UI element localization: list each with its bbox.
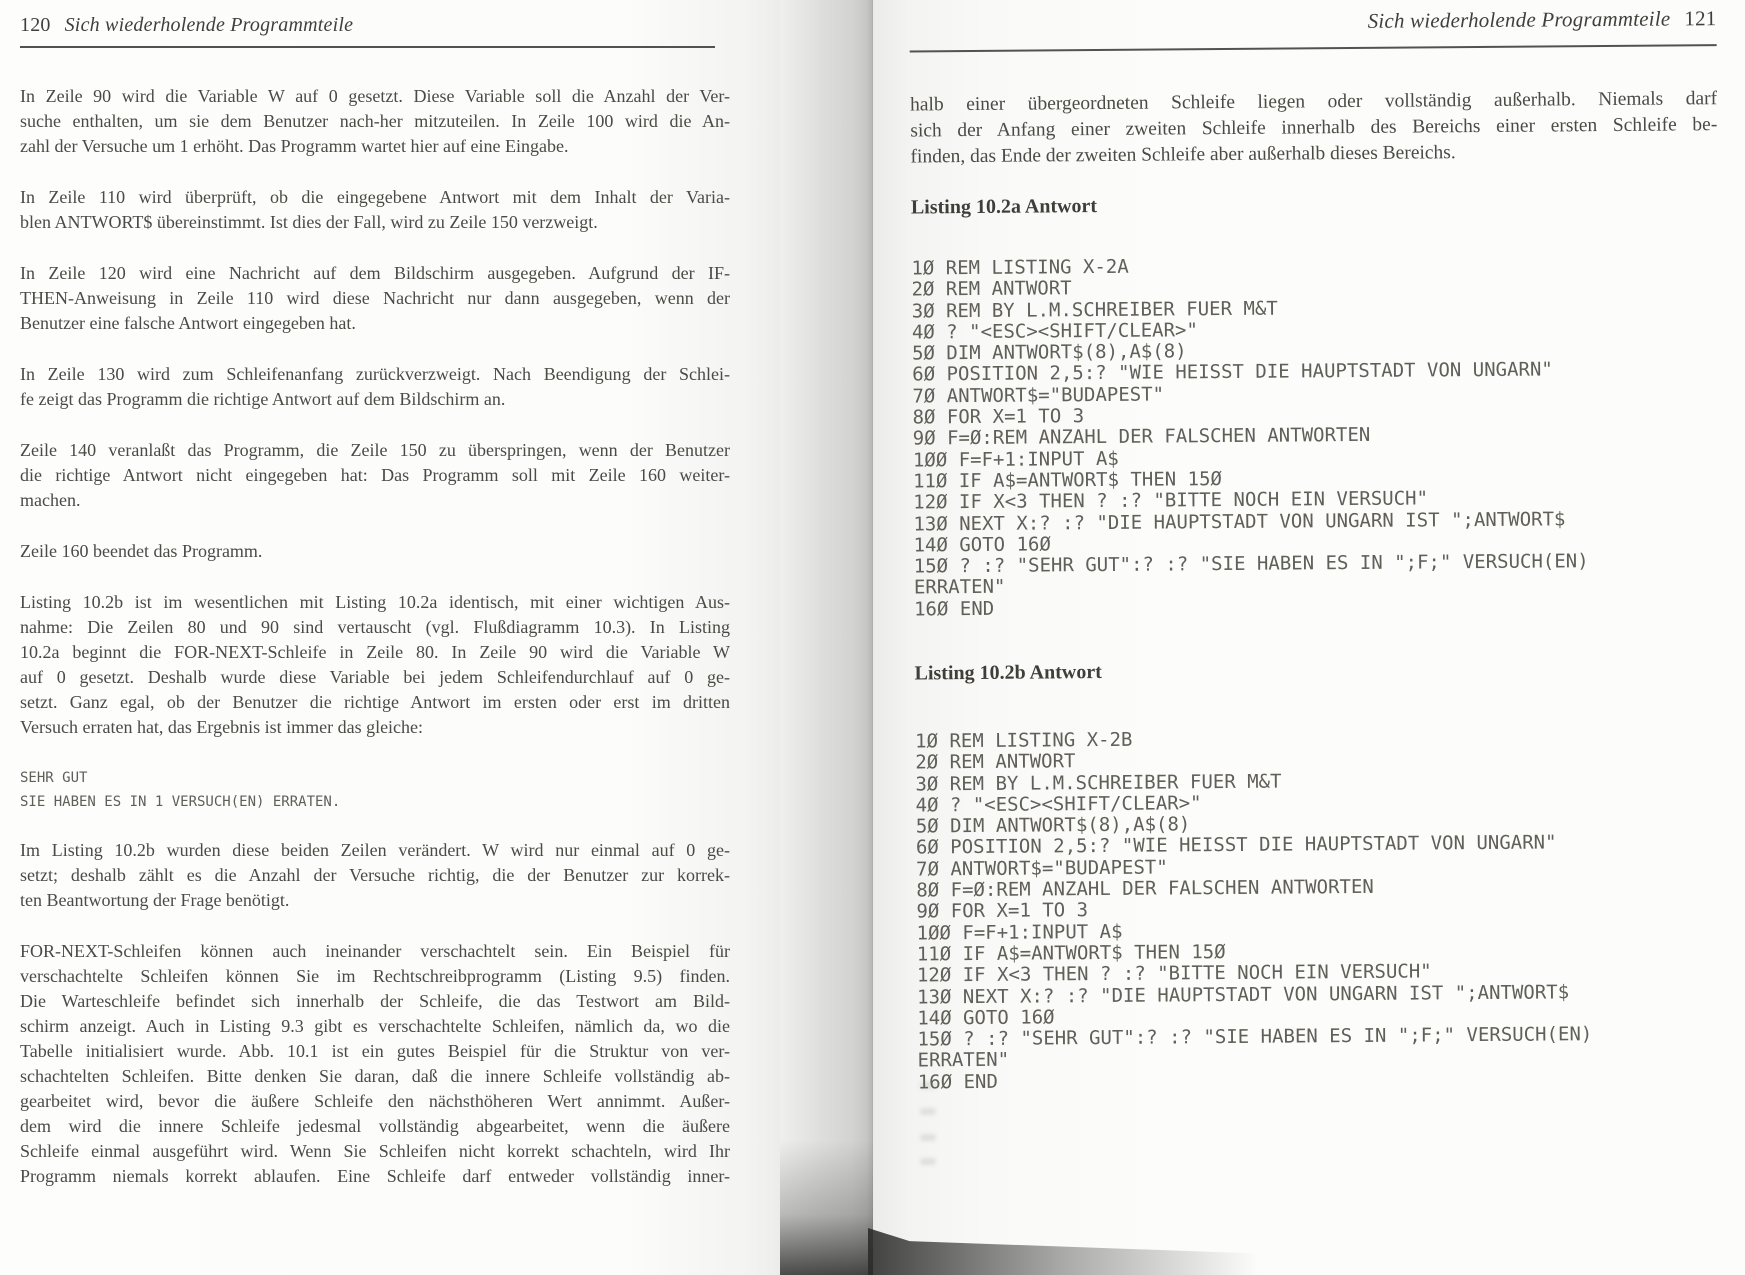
code-line: 15Ø ? :? "SEHR GUT":? :? "SIE HABEN ES IN ";F;" VERSUCH(EN) [917,1023,1593,1051]
code-line: 13Ø NEXT X:? :? "DIE HAUPTSTADT VON UNGARN IST ";ANTWORT$ [917,980,1570,1009]
code-line: ERRATEN" [917,1049,1010,1072]
body-line: ten Beantwortung der Frage benötigt. [20,890,290,910]
body-line: In Zeile 90 wird die Variable W auf 0 gesetzt. Diese Variable soll die Anzahl der Ver- [20,86,730,106]
right-page-number: 121 [1684,6,1717,31]
body-line: suche enthalten, um sie dem Benutzer nach-her mitzuteilen. In Zeile 100 wird die An- [20,111,730,131]
body-line: sich der Anfang einer zweiten Schleife innerhalb des Bereichs einer ersten Schleife be- [910,114,1718,142]
body-line: fe zeigt das Programm die richtige Antwort auf dem Bildschirm an. [20,389,506,409]
body-line: In Zeile 120 wird eine Nachricht auf dem Bildschirm ausgegeben. Aufgrund der IF- [20,263,730,283]
code-line: SIE HABEN ES IN 1 VERSUCH(EN) ERRATEN. [20,794,341,810]
code-line: 2Ø REM ANTWORT [911,277,1072,301]
paragraph [20,590,730,740]
body-line: halb einer übergeordneten Schleife liegen oder vollständig außerhalb. Niemals darf [910,88,1718,116]
body-line: Die Warteschleife befindet sich innerhalb der Schleife, die das Testwort am Bild- [20,991,730,1011]
paragraph [20,539,730,564]
code-line: 5Ø DIM ANTWORT$(8),A$(8) [911,340,1187,365]
body-line: auf 0 gesetzt. Deshalb wurde diese Variable bei jedem Schleifendurchlauf auf 0 ge- [20,667,730,687]
body-line: machen. [20,490,81,510]
paragraph [20,84,730,159]
body-line: Zeile 140 veranlaßt das Programm, die Zeile 150 zu überspringen, wenn der Benutzer [20,440,730,460]
body-line: Versuch erraten hat, das Ergebnis ist immer das gleiche: [20,717,424,737]
code-line: 4Ø ? "<ESC><SHIFT/CLEAR>" [915,792,1202,817]
right-running-head [909,6,1716,37]
code-line: 15Ø ? :? "SEHR GUT":? :? "SIE HABEN ES IN ";F;" VERSUCH(EN) [913,550,1589,578]
left-running-head [20,14,730,37]
listing-a-code [911,252,1721,620]
body-line: nahme: Die Zeilen 80 und 90 sind vertauscht (vgl. Flußdiagramm 10.3). In Listing [20,617,730,637]
body-line: Im Listing 10.2b wurden diese beiden Zeilen verändert. W wird nur einmal auf 0 ge- [20,840,730,860]
code-line: 6Ø POSITION 2,5:? "WIE HEISST DIE HAUPTSTADT VON UNGARN" [912,358,1553,386]
code-line: 7Ø ANTWORT$="BUDAPEST" [916,856,1168,881]
body-line: FOR-NEXT-Schleifen können auch ineinander verschachtelt sein. Ein Beispiel für [20,941,730,961]
code-line: 1Ø REM LISTING X-2B [915,728,1133,753]
program-output-sample [20,766,730,814]
code-line: ERRATEN" [913,576,1006,599]
code-line: 12Ø IF X<3 THEN ? :? "BITTE NOCH EIN VERSUCH" [913,487,1429,514]
code-line: 9Ø FOR X=1 TO 3 [916,899,1089,923]
code-line: 14Ø GOTO 16Ø [917,1006,1055,1030]
right-page-overlay [873,0,1745,1275]
left-page-content [20,0,730,1275]
code-line: 14Ø GOTO 16Ø [913,533,1051,557]
body-line: zahl der Versuche um 1 erhöht. Das Programm wartet hier auf eine Eingabe. [20,136,569,156]
paragraph [20,261,730,336]
body-line: gearbeitet wird, bevor die äußere Schleife den nächsthöheren Wert annimmt. Außer- [20,1091,730,1111]
code-line: 6Ø POSITION 2,5:? "WIE HEISST DIE HAUPTSTADT VON UNGARN" [915,831,1557,859]
code-line: 8Ø FOR X=1 TO 3 [912,405,1085,429]
code-line: 4Ø ? "<ESC><SHIFT/CLEAR>" [911,319,1198,344]
body-line: Listing 10.2b ist im wesentlichen mit Listing 10.2a identisch, mit einer wichtigen Aus- [20,592,730,612]
right-page-content [909,0,1726,1275]
code-line: SEHR GUT [20,770,88,786]
code-line: 12Ø IF X<3 THEN ? :? "BITTE NOCH EIN VERSUCH" [916,960,1432,987]
listing-b-title: Listing 10.2b Antwort [914,660,1102,685]
listing-a-title: Listing 10.2a Antwort [910,195,1098,219]
code-line: 3Ø REM BY L.M.SCHREIBER FUER M&T [915,770,1282,796]
gutter-bottom-shadow [780,1140,873,1275]
paragraph [20,438,730,513]
code-line: 16Ø END [917,1070,998,1094]
code-line: 11Ø IF A$=ANTWORT$ THEN 15Ø [916,941,1226,966]
code-line: 8Ø F=Ø:REM ANZAHL DER FALSCHEN ANTWORTEN [916,875,1374,902]
code-line: 13Ø NEXT X:? :? "DIE HAUPTSTADT VON UNGARN IST ";ANTWORT$ [913,507,1566,536]
code-line: 1ØØ F=F+1:INPUT A$ [912,447,1119,472]
code-line: 16Ø END [913,597,995,621]
body-line: 10.2a beginnt die FOR-NEXT-Schleife in Zeile 80. In Zeile 90 wird die Variable W [20,642,730,662]
paragraph [20,185,730,235]
left-header-rule [20,46,715,48]
right-running-title: Sich wiederholende Programmteile [1367,6,1671,33]
body-line: die richtige Antwort nicht eingegeben hat: Das Programm soll mit Zeile 160 weiter- [20,465,730,485]
body-line: Tabelle initialisiert wurde. Abb. 10.1 ist ein gutes Beispiel für die Struktur von ver- [20,1041,730,1061]
body-line: Benutzer eine falsche Antwort eingegeben hat. [20,313,356,333]
code-line: 11Ø IF A$=ANTWORT$ THEN 15Ø [912,468,1223,493]
body-line: Zeile 160 beendet das Programm. [20,541,263,561]
code-line: 7Ø ANTWORT$="BUDAPEST" [912,383,1165,408]
code-line: 1ØØ F=F+1:INPUT A$ [916,920,1123,945]
body-line: Schleife einmal ausgeführt wird. Wenn Sie Schleifen nicht korrekt schachteln, wird Ihr [20,1141,730,1161]
body-line: verschachtelte Schleifen können Sie im Rechtschreibprogramm (Listing 9.5) finden. [20,966,730,986]
code-line: 5Ø DIM ANTWORT$(8),A$(8) [915,813,1191,838]
code-line: 9Ø F=Ø:REM ANZAHL DER FALSCHEN ANTWORTEN [912,424,1371,450]
book-gutter [780,0,873,1275]
body-line: setzt; deshalb zählt es die Anzahl der Versuche richtig, die der Benutzer zur korrek- [20,865,730,885]
body-line: blen ANTWORT$ übereinstimmt. Ist dies der Fall, wird zu Zeile 150 verzweigt. [20,212,598,232]
right-intro-paragraph [910,86,1718,170]
body-line: Programm niemals korrekt ablaufen. Eine Schleife darf entweder vollständig inner- [20,1166,730,1186]
paragraph [20,939,730,1189]
code-line: 3Ø REM BY L.M.SCHREIBER FUER M&T [911,297,1278,323]
right-header-rule [910,44,1717,52]
left-body-text [20,84,730,1215]
body-line: In Zeile 110 wird überprüft, ob die eingegebene Antwort mit dem Inhalt der Varia- [20,187,730,207]
left-running-title: Sich wiederholende Programmteile [64,14,354,36]
body-line: In Zeile 130 wird zum Schleifenanfang zurückverzweigt. Nach Beendigung der Schlei- [20,364,730,384]
listing-b-code [915,725,1725,1093]
body-line: schirm anzeigt. Auch in Listing 9.3 gibt es verschachtelte Schleifen, nämlich da, wo die [20,1016,730,1036]
body-line: schachtelten Schleifen. Bitte denken Sie daran, daß die innere Schleife vollständig ab- [20,1066,730,1086]
body-line: setzt. Ganz egal, ob der Benutzer die richtige Antwort im ersten oder erst im dritten [20,692,730,712]
paragraph [20,838,730,913]
body-line: THEN-Anweisung in Zeile 110 wird diese Nachricht nur dann ausgegeben, wenn der [20,288,730,308]
code-line: 1Ø REM LISTING X-2A [911,255,1129,280]
code-line: 2Ø REM ANTWORT [915,750,1076,774]
left-page-number: 120 [20,14,51,36]
body-line: dem wird die innere Schleife jedesmal vollständig abgearbeitet, wenn die äußere [20,1116,730,1136]
paragraph [20,362,730,412]
body-line: finden, das Ende der zweiten Schleife aber außerhalb dieses Bereichs. [910,142,1456,168]
